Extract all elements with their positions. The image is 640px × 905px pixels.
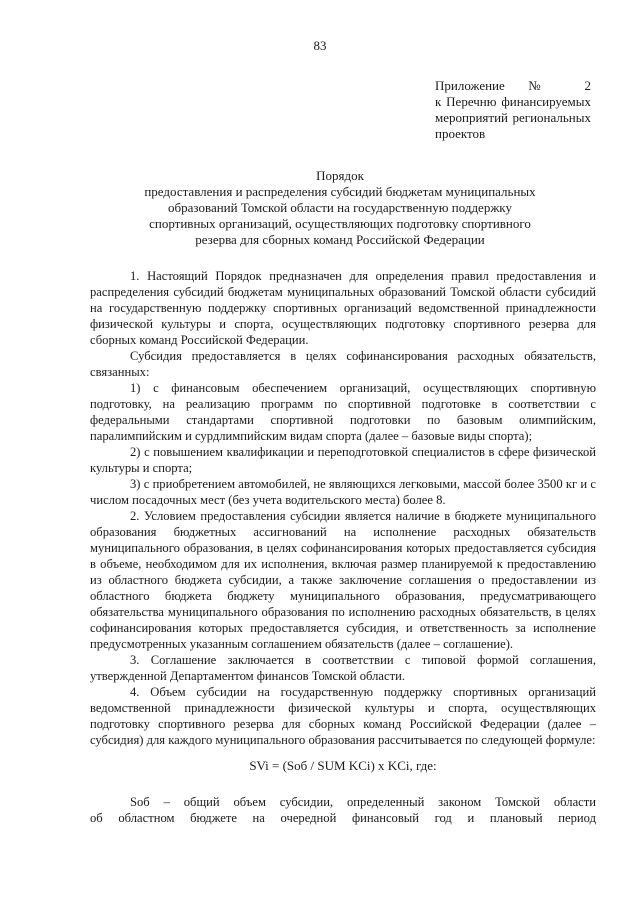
paragraph-5: 3) с приобретением автомобилей, не являющихся легковыми, массой более 3500 кг и с числом посадочных мест (без учета водительского места) более 8. — [90, 477, 596, 507]
title-line-5: резерва для сборных команд Российской Федерации — [195, 232, 485, 247]
paragraph-1: 1. Настоящий Порядок предназначен для определения правил предоставления и распределения субсидий бюджетам муниципальных образований Томской области субсидий на государственную поддержку спортивных организаций ведомственной принадлежности физической культуры и спорта, осуществляющих подготовку спортивного резерва для сборных команд Российской Федерации. — [90, 269, 596, 347]
paragraph-3: 1) с финансовым обеспечением организаций, осуществляющих спортивную подготовку, на реализацию программ по спортивной подготовке в соответствии с федеральными стандартами спортивной подготовки по базовым олимпийским, паралимпийским и сурдлимпийским видам спорта (далее – базовые виды спорта); — [90, 381, 596, 443]
title-line-4: спортивных организаций, осуществляющих подготовку спортивного — [149, 216, 531, 231]
appendix-heading — [435, 78, 591, 142]
document-body — [90, 268, 596, 826]
paragraph-8: 4. Объем субсидии на государственную поддержку спортивных организаций ведомственной принадлежности физической культуры и спорта, осуществляющих подготовку спортивного резерва для сборных команд Российской Федерации (далее – субсидия) для каждого муниципального образования рассчитывается по следующей формуле: — [90, 685, 596, 747]
paragraph-4: 2) с повышением квалификации и переподготовкой специалистов в сфере физической культуры и спорта; — [90, 445, 596, 475]
definition-line-2: об областном бюджете на очередной финансовый год и плановый период — [90, 811, 596, 825]
paragraph-2: Субсидия предоставляется в целях софинансирования расходных обязательств, связанных: — [90, 349, 596, 379]
appendix-line-4: проектов — [435, 126, 486, 141]
title-line-1: Порядок — [316, 168, 364, 183]
page-number: 83 — [313, 38, 327, 53]
definition-line-1: Sоб – общий объем субсидии, определенный законом Томской области — [130, 795, 596, 809]
formula: SVi = (Sоб / SUM KCi) x KCi, где: — [249, 758, 437, 773]
title-line-3: образований Томской области на государственную поддержку — [168, 200, 512, 215]
title-line-2: предоставления и распределения субсидий бюджетам муниципальных — [144, 184, 536, 199]
appendix-line-2: к Перечню финансируемых — [435, 94, 591, 109]
appendix-line-1: Приложение № 2 — [435, 78, 591, 93]
paragraph-7: 3. Соглашение заключается в соответствии с типовой формой соглашения, утвержденной Департаментом финансов Томской области. — [90, 653, 596, 683]
document-title — [120, 168, 560, 248]
appendix-line-3: мероприятий региональных — [435, 110, 591, 125]
paragraph-6: 2. Условием предоставления субсидии является наличие в бюджете муниципального образования бюджетных ассигнований на исполнение расходных обязательств муниципального образования, в целях софинансирования которых предоставляется субсидия в объеме, необходимом для их исполнения, включая размер планируемой к предоставлению из областного бюджета субсидии, а также заключение соглашения о предоставлении из областного бюджета бюджету муниципального образования, предусматривающего обязательства муниципального образования по исполнению расходных обязательств, в целях софинансирования которых предоставляется субсидия, и ответственность за исполнение предусмотренных указанным соглашением обязательств (далее – соглашение). — [90, 509, 596, 651]
